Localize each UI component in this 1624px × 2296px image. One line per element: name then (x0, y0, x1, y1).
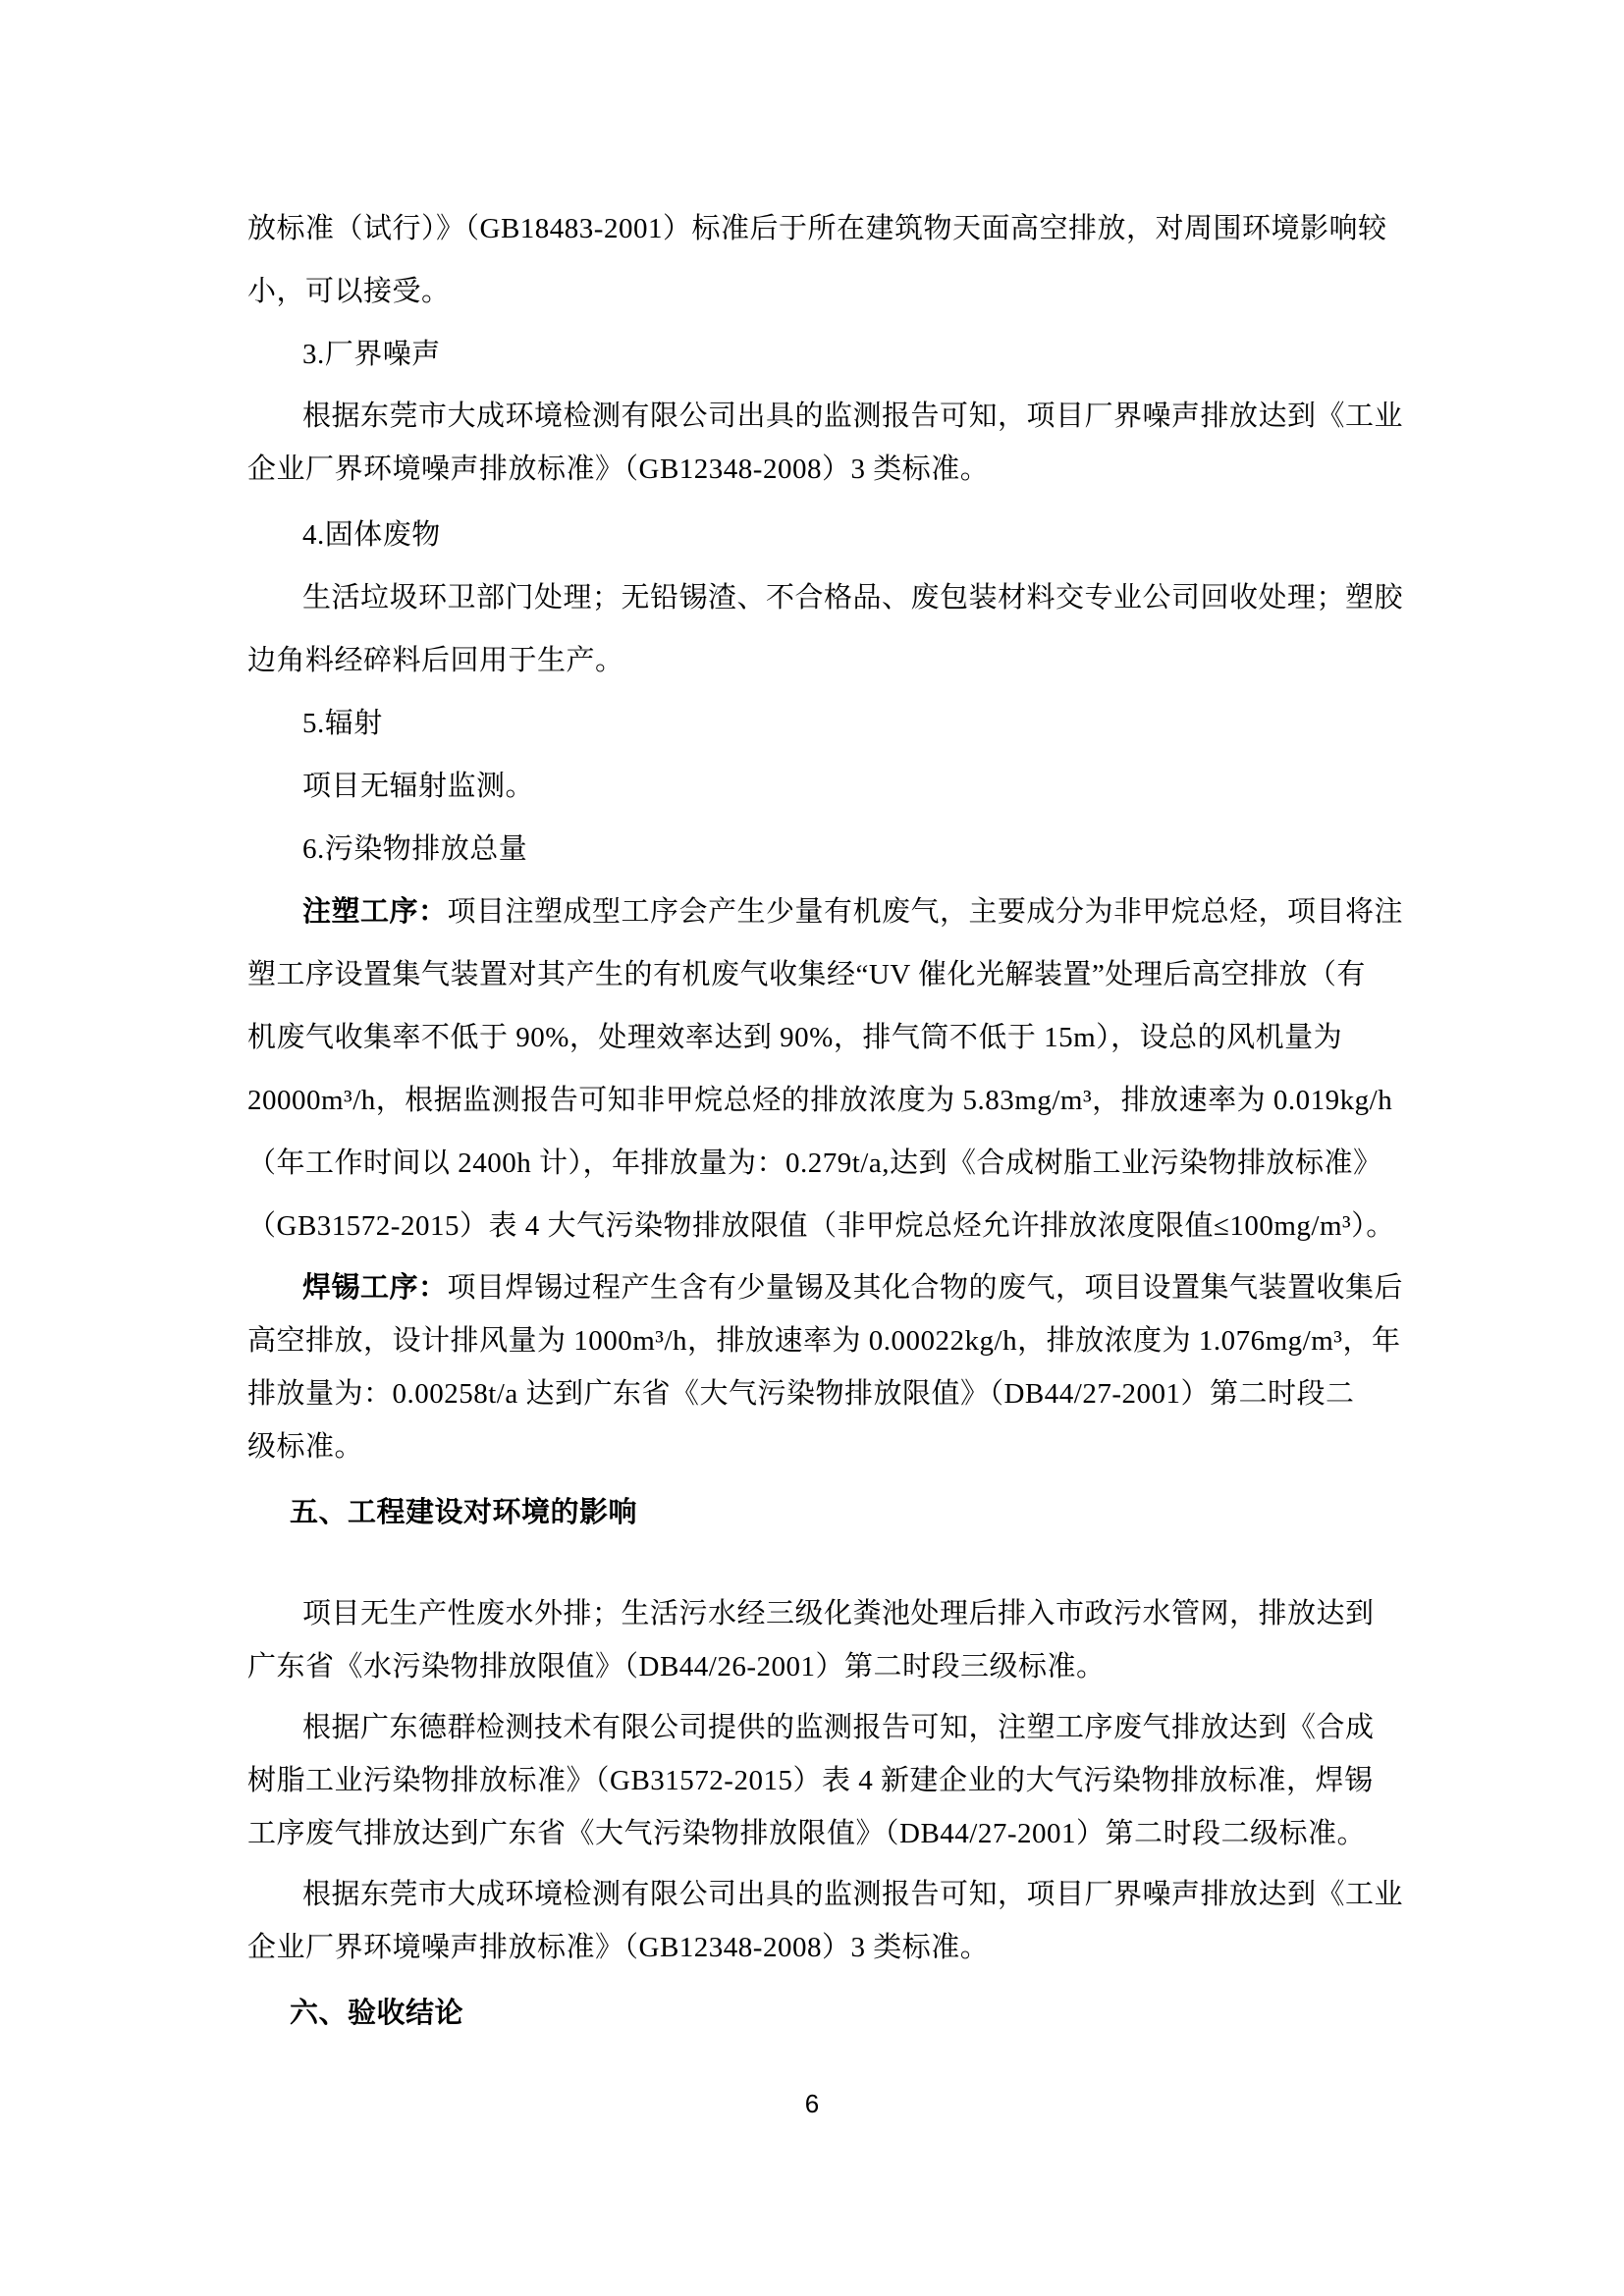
text-run: 项目焊锡过程产生含有少量锡及其化合物的废气，项目设置集气装置收集后 (447, 1272, 1404, 1304)
text-line (247, 881, 1467, 943)
text-line: 高空排放，设计排风量为 1000m³/h，排放速率为 0.00022kg/h，排放浓度为 1.076mg/m³，年 (247, 1325, 1401, 1357)
text-line: 级标准。 (247, 1431, 364, 1463)
text-line: 排放量为：0.00258t/a 达到广东省《大气污染物排放限值》（DB44/27-2001）第二时段二 (247, 1378, 1355, 1410)
text-line: 边角料经碎料后回用于生产。 (247, 645, 624, 676)
para-solid-waste (247, 566, 1467, 692)
text-line: 5.辐射 (302, 708, 383, 739)
text-line: 根据广东德群检测技术有限公司提供的监测报告可知，注塑工序废气排放达到《合成 (302, 1712, 1375, 1743)
text-line: 项目无生产性废水外排；生活污水经三级化粪池处理后排入市政污水管网，排放达到 (302, 1598, 1375, 1629)
para-radiation (247, 755, 1467, 818)
para-soldering (247, 1261, 1467, 1473)
text-line: 企业厂界环境噪声排放标准》（GB12348-2008）3 类标准。 (247, 1932, 990, 1963)
heading-section-5-environment-impact (247, 1481, 1467, 1544)
para-boundary-noise (247, 390, 1467, 496)
text-line: （GB31572-2015）表 4 大气污染物排放限值（非甲烷总烃允许排放浓度限值≤100mg/m³）。 (247, 1210, 1395, 1242)
heading-text: 五、工程建设对环境的影响 (290, 1497, 638, 1528)
text-line: 放标准（试行）》（GB18483-2001）标准后于所在建筑物天面高空排放，对周围环境影响较 (247, 213, 1387, 244)
text-line: 根据东莞市大成环境检测有限公司出具的监测报告可知，项目厂界噪声排放达到《工业 (302, 400, 1404, 432)
text-line: （年工作时间以 2400h 计），年排放量为：0.279t/a,达到《合成树脂工业污染物排放标准》 (247, 1148, 1382, 1179)
para-noise-monitoring (247, 1868, 1467, 1974)
text-line: 机废气收集率不低于 90%，处理效率达到 90%，排气筒不低于 15m），设总的风机量为 (247, 1022, 1343, 1053)
text-line: 工序废气排放达到广东省《大气污染物排放限值》（DB44/27-2001）第二时段二级标准。 (247, 1818, 1367, 1849)
text-line: 根据东莞市大成环境检测有限公司出具的监测报告可知，项目厂界噪声排放达到《工业 (302, 1879, 1404, 1910)
item-4-solid-waste (247, 504, 1467, 566)
heading-section-6-acceptance-conclusion (247, 1982, 1467, 2045)
bold-lead: 焊锡工序： (302, 1272, 448, 1304)
item-3-boundary-noise (247, 323, 1467, 386)
para-exhaust-standard-continuation (247, 197, 1467, 323)
text-line: 3.厂界噪声 (302, 339, 441, 370)
page-number: 6 (804, 2089, 820, 2118)
para-injection-molding (247, 881, 1467, 1257)
heading-text: 六、验收结论 (290, 1998, 464, 2029)
text-line: 树脂工业污染物排放标准》（GB31572-2015）表 4 新建企业的大气污染物排放标准，焊锡 (247, 1765, 1374, 1796)
text-run: 项目注塑成型工序会产生少量有机废气，主要成分为非甲烷总烃，项目将注 (447, 896, 1404, 928)
text-line (247, 1261, 1467, 1314)
text-line: 生活垃圾环卫部门处理；无铅锡渣、不合格品、废包装材料交专业公司回收处理；塑胶 (302, 582, 1404, 614)
para-waste-gas-monitoring (247, 1701, 1467, 1860)
text-line: 企业厂界环境噪声排放标准》（GB12348-2008）3 类标准。 (247, 454, 990, 485)
item-6-pollutant-total (247, 818, 1467, 881)
text-line: 20000m³/h，根据监测报告可知非甲烷总烃的排放浓度为 5.83mg/m³，排放速率为 0.019kg/h (247, 1085, 1393, 1116)
text-line: 6.污染物排放总量 (302, 833, 528, 865)
text-line: 项目无辐射监测。 (302, 771, 535, 802)
para-wastewater (247, 1587, 1467, 1693)
text-line: 塑工序设置集气装置对其产生的有机废气收集经“UV 催化光解装置”处理后高空排放（有 (247, 959, 1366, 990)
text-line: 小，可以接受。 (247, 276, 451, 307)
bold-lead: 注塑工序： (302, 896, 448, 928)
text-line: 广东省《水污染物排放限值》（DB44/26-2001）第二时段三级标准。 (247, 1651, 1106, 1682)
text-line: 4.固体废物 (302, 519, 441, 551)
item-5-radiation (247, 692, 1467, 755)
